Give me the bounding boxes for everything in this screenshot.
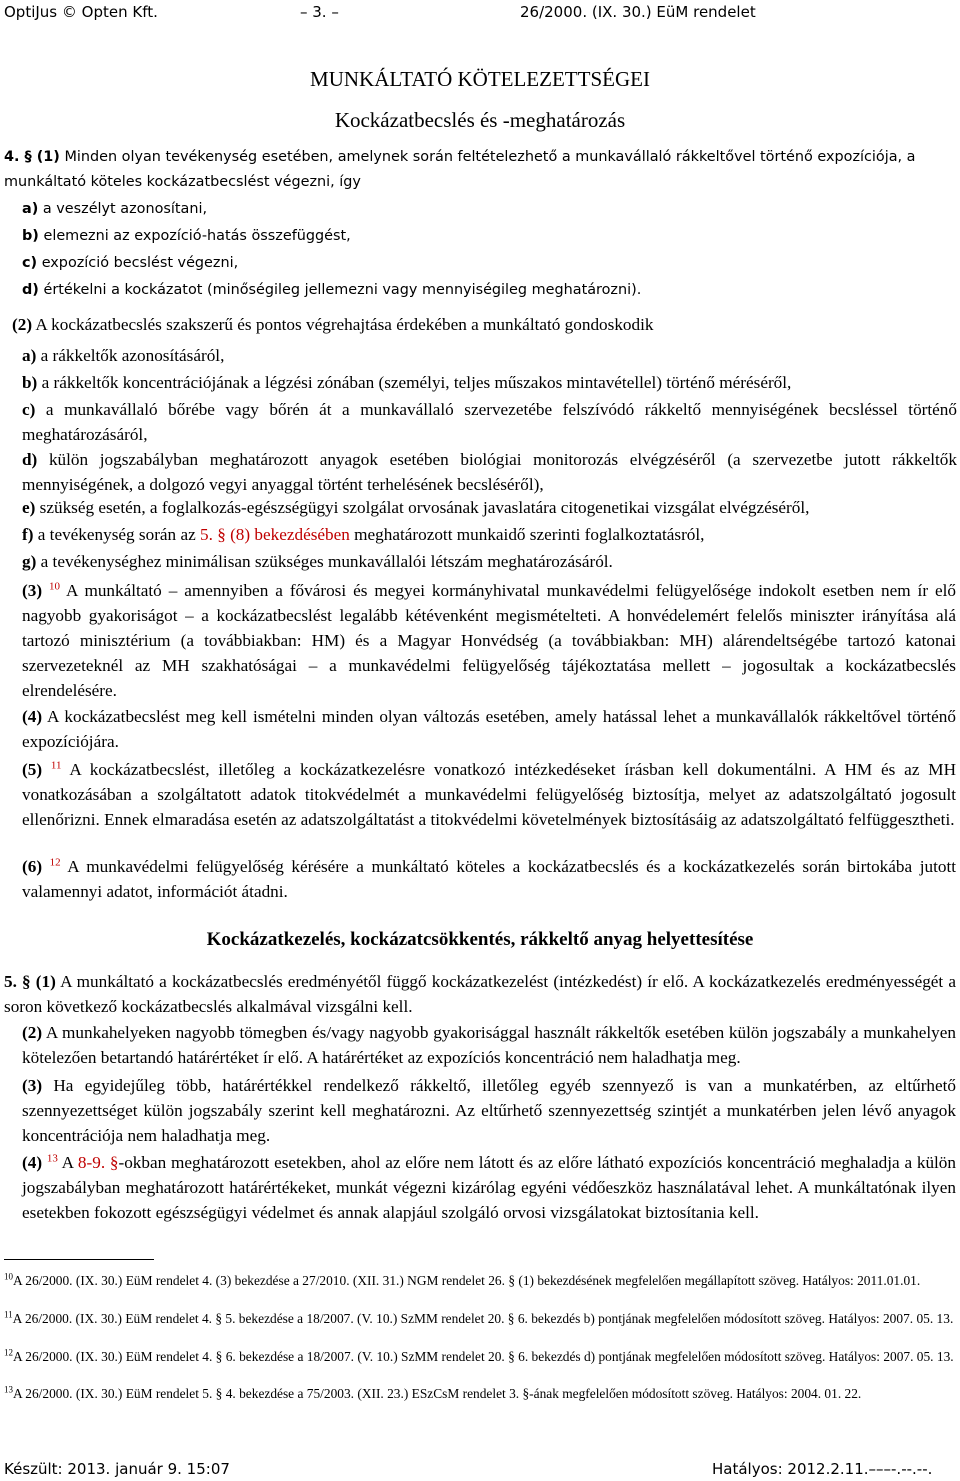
reference-link[interactable]: 8-9. § xyxy=(77,1153,119,1172)
section-title: Kockázatbecslés és -meghatározás xyxy=(334,108,626,132)
list-item: a) a rákkeltők azonosításáról, xyxy=(22,346,225,365)
paragraph-5-3: (3) Ha egyidejűleg több, határértékkel rendelkező rákkeltő, illetőleg egyéb szennyező is van a munkatérben, az eltűrhető szennyezettséget külön jogszabály szerint kell meghatározni. Az eltűrhető szennyezettség szintjét a munkatérben jelen lévő anyagok koncentrációja nem haladhatja meg. xyxy=(22,1076,957,1145)
paragraph-text: Minden olyan tevékenység esetében, amelynek során feltételezhető a munkavállaló rákkeltővel történő expozíciója, a munkáltató köteles kockázatbecslést végezni, így xyxy=(4,149,916,190)
reference-link[interactable]: 5. § (8) bekezdésében xyxy=(200,525,350,544)
list-item: a) a veszélyt azonosítani, xyxy=(22,201,208,217)
paragraph-4-1 xyxy=(4,145,956,195)
footnote-ref[interactable]: 11 xyxy=(50,759,62,772)
page-header xyxy=(0,0,960,24)
list-item: b) elemezni az expozíció-hatás összefüggést, xyxy=(22,228,351,244)
footnote-ref[interactable]: 12 xyxy=(49,856,61,869)
list-item: b) a rákkeltők koncentrációjának a légzési zónában (személyi, teljes műszakos mintavétellel) történő méréséről, xyxy=(22,373,792,392)
paragraph-4-6: (6) $^{12}$ A munkavédelmi felügyelőség kérésére a munkáltató köteles a kockázatbecslés és a kockázatkezelés során birtokába jutott valamennyi adatot, információt átadni. xyxy=(22,856,956,901)
list-item: g) a tevékenységhez minimálisan szükséges munkavállalói létszám meghatározásáról. xyxy=(22,552,613,571)
footnote: $^{12}$A 26/2000. (IX. 30.) EüM rendelet 4. § 6. bekezdése a 18/2007. (V. 10.) SzMM rendelet 20. § 6. bekezdés d) pontjának megfelelően módosított szöveg. Hatályos: 2007. 05. 13. xyxy=(4,1347,954,1364)
paragraph-5-2: (2) A munkahelyeken nagyobb tömegben és/vagy nagyobb gyakorisággal használt rákkeltők esetében külön jogszabály a munkahelyen kötelezően betartandó határértéket ír elő. A határértéket az expozíciós koncentráció nem haladhatja meg. xyxy=(22,1023,956,1067)
list-item: d) külön jogszabályban meghatározott anyagok esetében biológiai monitorozás elvégzéséről (a szervezetbe jutott rákkeltők mennyiségének, a dolgozó vegyi anyaggal történt terhelésének becsléséről), xyxy=(22,450,957,494)
header-document-title: 26/2000. (IX. 30.) EüM rendelet xyxy=(520,3,756,21)
list-item: e) szükség esetén, a foglalkozás-egészségügyi szolgálat orvosának javaslatára citogenetikai vizsgálat elvégzéséről, xyxy=(22,498,810,517)
paragraph-4-5: (5) $^{11}$ A kockázatbecslést, illetőleg a kockázatkezelésre vonatkozó intézkedéseket írásban kell dokumentálni. A HM és az MH vonatkozásában a szolgáltatott adatok titokvédelmét a munkavédelmi felügyelőség biztosítja, melyet az adatszolgáltató jogosult ellenőrizni. Ennek elmaradása esetén az adatszolgáltatást a titokvédelmi követelmények biztosításáig az adatszolgáltató felfüggesztheti. xyxy=(22,759,956,829)
footnote: $^{13}$A 26/2000. (IX. 30.) EüM rendelet 5. § 4. bekezdése a 75/2003. (XII. 23.) ESzCsM rendelet 3. §-ának megfelelően módosított szöveg. Hatályos: 2004. 01. 22. xyxy=(4,1384,862,1401)
list-item: d) értékelni a kockázatot (minőségileg jellemezni vagy mennyiségileg meghatározni). xyxy=(22,282,642,298)
footer-created: Készült: 2013. január 9. 15:07 xyxy=(4,1460,230,1478)
footnote-divider xyxy=(4,1259,154,1260)
paragraph-4-3: (3) $^{10}$ A munkáltató – amennyiben a fővárosi és megyei kormányhivatal munkavédelmi felügyelősége indokolt esetben nem ír elő nagyobb gyakoriságot – a kockázatbecslést legalább kétévenként megismételteti. A honvédelemért felelős miniszter irányítása alá tartozó minisztérium (a továbbiakban: HM) és a Magyar Honvédség (a továbbiakban: MH) alárendeltségébe tartozó katonai szervezeteknél az MH szakhatóságai – a munkavédelmi felügyelőség tájékoztatása mellett – jogosultak a kockázatbecslés elrendelésére. xyxy=(22,580,956,700)
header-publisher: OptiJus © Opten Kft. xyxy=(4,3,158,21)
chapter-title: MUNKÁLTATÓ KÖTELEZETTSÉGEI xyxy=(310,67,650,91)
list-item: c) a munkavállaló bőrébe vagy bőrén át a munkavállaló szervezetébe felszívódó rákkeltő mennyiségének becsléssel történő meghatározásáról, xyxy=(22,400,957,444)
paragraph-4-4: (4) A kockázatbecslést meg kell ismételni minden olyan változás esetében, amely hatással lehet a munkavállalók rákkeltővel történő expozíciójára. xyxy=(22,707,956,751)
list-item: f) a tevékenység során az 5. § (8) bekezdésében meghatározott munkaidő szerinti foglalkoztatásról, xyxy=(22,525,705,544)
section-heading: Kockázatkezelés, kockázatcsökkentés, rákkeltő anyag helyettesítése xyxy=(206,929,754,950)
footnote: $^{11}$A 26/2000. (IX. 30.) EüM rendelet 4. § 5. bekezdése a 18/2007. (V. 10.) SzMM rendelet 20. § 6. bekezdés b) pontjának megfelelően módosított szöveg. Hatályos: 2007. 05. 13. xyxy=(4,1309,954,1326)
header-page-number: – 3. – xyxy=(300,3,339,21)
footnote: $^{10}$A 26/2000. (IX. 30.) EüM rendelet 4. (3) bekezdése a 27/2010. (XII. 31.) NGM rendelet 26. § (1) bekezdésének megfelelően megállapított szöveg. Hatályos: 2011.01.01. xyxy=(4,1271,921,1288)
page-footer xyxy=(0,1458,960,1480)
footer-effective: Hatályos: 2012.2.11.–––-.--.--. xyxy=(712,1460,933,1478)
footnote-ref[interactable]: 10 xyxy=(49,580,61,593)
footnote-ref[interactable]: 13 xyxy=(46,1152,58,1165)
paragraph-4-2: (2) A kockázatbecslés szakszerű és pontos végrehajtása érdekében a munkáltató gondoskodik xyxy=(12,315,654,334)
list-item: c) expozíció becslést végezni, xyxy=(22,255,239,271)
paragraph-5-4: (4) $^{13}$ A 8-9. §-okban meghatározott esetekben, ahol az előre nem látott és az előre látható expozíciós koncentráció meghaladja a külön jogszabályban meghatározott határértékeket, munkát végezni kizárólag egyéni védőeszköz használatával lehet. A munkáltatónak ilyen esetekben fokozott egészségügyi védelmet és annak alapjául szolgáló orvosi vizsgálatokat biztosítania kell. xyxy=(22,1152,956,1222)
paragraph-lead: 4. § (1) xyxy=(4,149,60,165)
paragraph-5-1: 5. § (1) A munkáltató a kockázatbecslés eredményétől függő kockázatkezelést (intézkedést) ír elő. A kockázatkezelés eredményességét a soron következő kockázatbecslés alkalmával vizsgálni kell. xyxy=(4,972,956,1016)
